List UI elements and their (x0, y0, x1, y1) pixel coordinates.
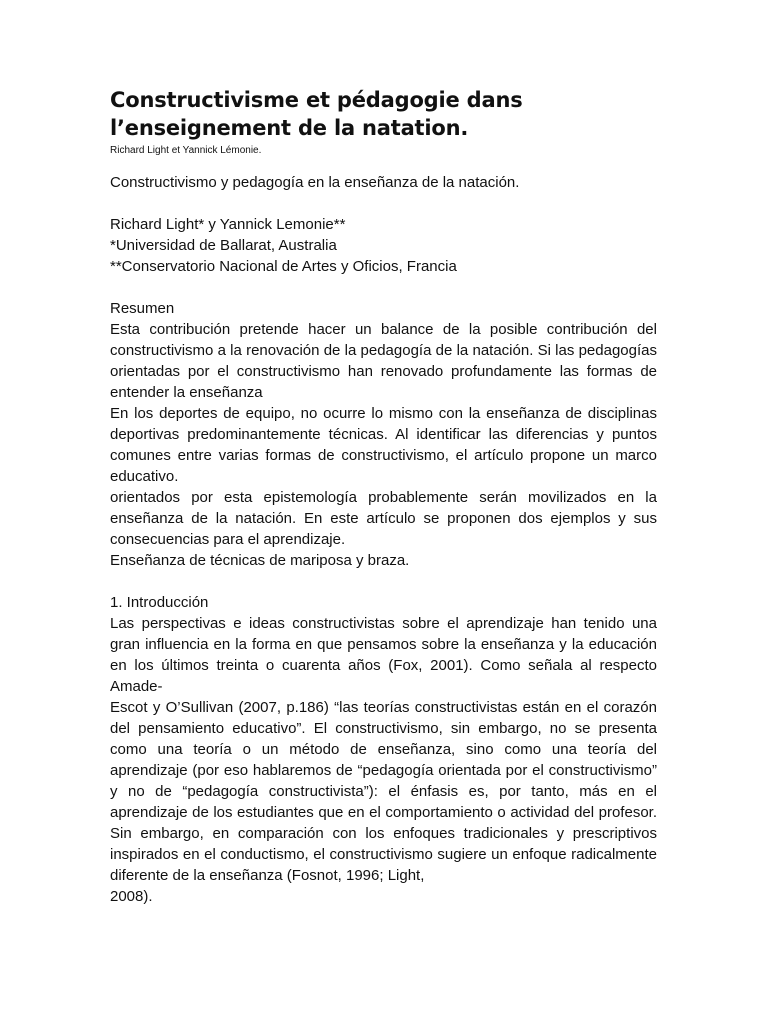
subtitle-block (110, 172, 657, 193)
author-affiliation-1: *Universidad de Ballarat, Australia (110, 237, 337, 254)
abstract-paragraph-4: Enseñanza de técnicas de mariposa y braza. (110, 552, 410, 569)
spacer (110, 158, 657, 172)
introduction-heading: 1. Introducción (110, 594, 209, 611)
authors-block (110, 214, 657, 277)
introduction-paragraph-1: Las perspectivas e ideas constructivistas sobre el aprendizaje han tenido una gran influencia en la forma en que pensamos sobre la enseñanza y la educación en los últimos treinta o cuarenta años (Fox, 2001). Como señala al respecto Amade- (110, 615, 657, 695)
document-subtitle: Constructivismo y pedagogía en la enseñanza de la natación. (110, 174, 520, 191)
document-title: Constructivisme et pédagogie dans l’enseignement de la natation. (110, 88, 523, 140)
introduction-paragraph-3: 2008). (110, 888, 153, 905)
abstract-heading: Resumen (110, 300, 175, 317)
introduction-paragraph-2: Escot y O’Sullivan (2007, p.186) “las teorías constructivistas están en el corazón del pensamiento educativo”. El constructivismo, sin embargo, no se presenta como una teoría o un método de enseñanza, sino como una teoría del aprendizaje (por eso hablaremos de “pedagogía orientada por el constructivismo” y no de “pedagogía constructivista”): el énfasis es, por tanto, más en el aprendizaje de los estudiantes que en el comportamiento o actividad del profesor. Sin embargo, en comparación con los enfoques tradicionales y prescriptivos inspirados en el conductismo, el constructivismo sugiere un enfoque radicalmente diferente de la enseñanza (Fosnot, 1996; Light, (110, 699, 657, 884)
abstract-paragraph-2: En los deportes de equipo, no ocurre lo mismo con la enseñanza de disciplinas deportivas predominantemente técnicas. Al identificar las diferencias y puntos comunes entre varias formas de constructivismo, el artículo propone un marco educativo. (110, 405, 657, 485)
spacer (110, 193, 657, 214)
spacer (110, 571, 657, 592)
abstract-paragraph-1: Esta contribución pretende hacer un balance de la posible contribución del constructivismo a la renovación de la pedagogía de la natación. Si las pedagogías orientadas por el constructivismo han renovado profundamente las formas de entender la enseñanza (110, 321, 657, 401)
document-byline: Richard Light et Yannick Lémonie. (110, 145, 262, 156)
author-names: Richard Light* y Yannick Lemonie** (110, 216, 346, 233)
abstract-paragraph-3: orientados por esta epistemología probablemente serán movilizados en la enseñanza de la natación. En este artículo se proponen dos ejemplos y sus consecuencias para el aprendizaje. (110, 489, 657, 548)
document-body (110, 86, 657, 907)
abstract-section (110, 298, 657, 571)
introduction-section (110, 592, 657, 907)
spacer (110, 277, 657, 298)
author-affiliation-2: **Conservatorio Nacional de Artes y Oficios, Francia (110, 258, 457, 275)
